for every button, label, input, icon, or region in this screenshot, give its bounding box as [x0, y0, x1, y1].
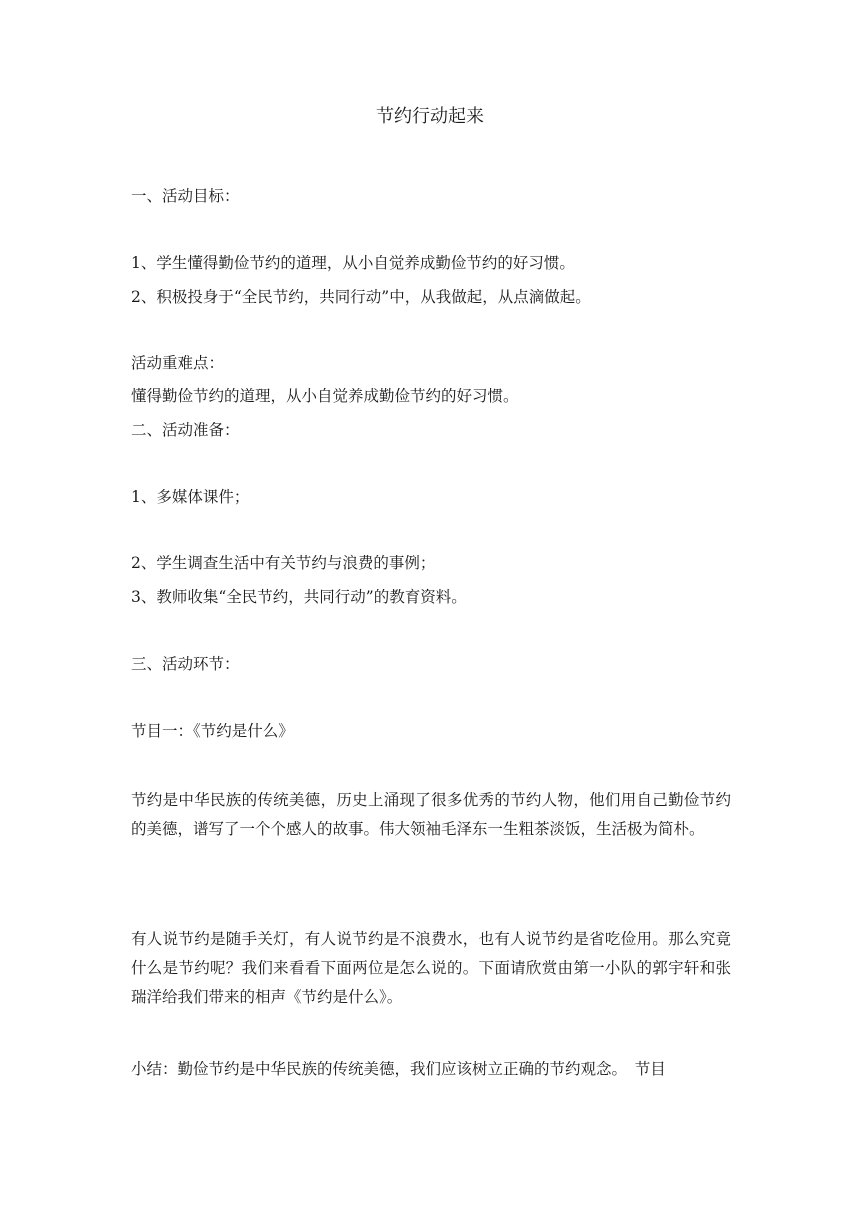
document-title: 节约行动起来 [376, 106, 484, 127]
section-heading-goals: 一、活动目标： [131, 187, 240, 205]
section-heading-activities: 三、活动环节： [131, 655, 240, 673]
preparation-item-3: 3、教师收集“全民节约，共同行动”的教育资料。 [131, 588, 467, 606]
preparation-item-2: 2、学生调查生活中有关节约与浪费的事例； [131, 554, 436, 572]
paragraph-1: 节约是中华民族的传统美德，历史上涌现了很多优秀的节约人物，他们用自己勤俭节约的美德，谱写了一个个感人的故事。伟大领袖毛泽东一生粗茶淡饭，生活极为简朴。 [131, 791, 731, 838]
goal-item-2: 2、积极投身于“全民节约，共同行动”中，从我做起，从点滴做起。 [131, 288, 591, 306]
preparation-item-1: 1、多媒体课件； [131, 488, 250, 506]
goal-item-1: 1、学生懂得勤俭节约的道理，从小自觉养成勤俭节约的好习惯。 [131, 254, 575, 272]
key-points-text: 懂得勤俭节约的道理，从小自觉养成勤俭节约的好习惯。 [131, 387, 519, 405]
section-heading-preparation: 二、活动准备： [131, 421, 240, 439]
key-points-heading: 活动重难点： [131, 354, 225, 372]
paragraph-3: 小结：勤俭节约是中华民族的传统美德，我们应该树立正确的节约观念。 节目 [131, 1060, 666, 1078]
program-1-heading: 节目一：《节约是什么》 [131, 722, 294, 740]
paragraph-2: 有人说节约是随手关灯，有人说节约是不浪费水，也有人说节约是省吃俭用。那么究竟什么是节约呢？我们来看看下面两位是怎么说的。下面请欣赏由第一小队的郭宇轩和张瑞洋给我们带来的相声《节约是什么》。 [131, 930, 731, 1006]
